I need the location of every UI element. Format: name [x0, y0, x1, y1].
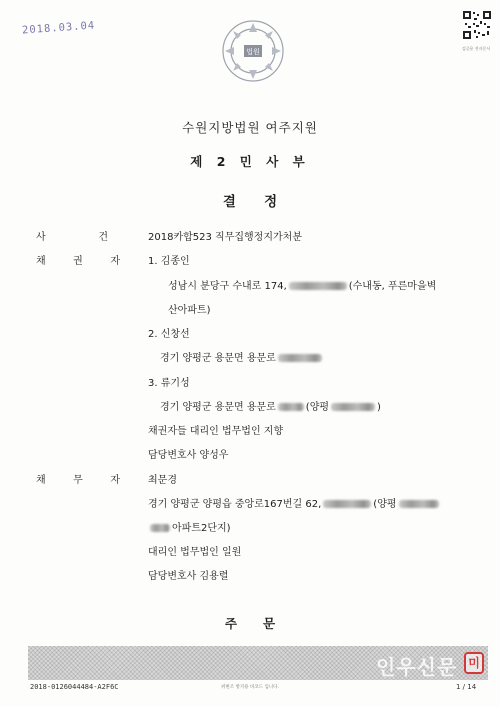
redaction-blur: [399, 500, 439, 508]
debtor-agent: 대리인 법무법인 일원: [148, 547, 242, 558]
received-date-stamp: 2018.03.04: [21, 19, 96, 37]
division-name: 제 2 민 사 부: [190, 154, 310, 169]
redaction-blur: [289, 282, 347, 290]
order-heading: 주 문: [224, 616, 276, 631]
debtor-address: 경기 양평군 양평읍 중앙로167번길 62, (양평: [148, 495, 441, 510]
court-seal-emblem: [220, 18, 286, 84]
creditors-lawyer: 담당변호사 양성우: [148, 450, 229, 461]
creditor-2-name: 2. 신창선: [148, 329, 190, 340]
creditor-3-name: 3. 류기성: [148, 378, 190, 389]
creditor-2-address: 경기 양평군 용문면 용문로: [160, 349, 324, 364]
creditor-1-address-cont: 산아파트): [168, 305, 211, 316]
case-label: 사 건: [36, 232, 108, 243]
creditor-1-name: 1. 김종인: [148, 256, 190, 267]
redaction-blur: [278, 403, 304, 411]
seal-text: 법원: [246, 48, 260, 56]
verification-qr-code: [462, 10, 492, 40]
redaction-blur: [278, 354, 322, 362]
redaction-blur: [331, 403, 375, 411]
document-number: 2018-0126044484-A2F6C: [30, 683, 119, 691]
debtor-name: 최문경: [148, 475, 177, 486]
qr-caption: 검증용 전자문서: [461, 46, 491, 51]
debtor-lawyer: 담당변호사 김용렬: [148, 571, 229, 582]
case-number: 2018카합523 직무집행정지가처분: [148, 232, 302, 243]
creditors-label: 채 권 자: [36, 256, 120, 267]
creditor-1-address: 성남시 분당구 수내로 174, (수내동, 푸른마을벽: [168, 281, 437, 292]
redaction-blur: [323, 500, 371, 508]
page-number: 1 / 14: [456, 683, 477, 691]
creditor-3-address: 경기 양평군 용문면 용문로 (양평 ): [160, 402, 381, 413]
watermark-badge: 미: [464, 652, 484, 674]
creditors-agent: 채권자들 대리인 법무법인 지향: [148, 426, 284, 437]
document-title: 결 정: [222, 194, 278, 210]
court-name: 수원지방법원 여주지원: [182, 120, 318, 135]
barcode-notice: 위변조 방지용 바코드 입니다.: [221, 685, 279, 690]
publisher-watermark: 인우신문: [376, 655, 458, 679]
debtor-address-cont: 아파트2단지): [148, 519, 231, 534]
redaction-blur: [150, 524, 170, 532]
debtor-label: 채 무 자: [36, 475, 120, 486]
